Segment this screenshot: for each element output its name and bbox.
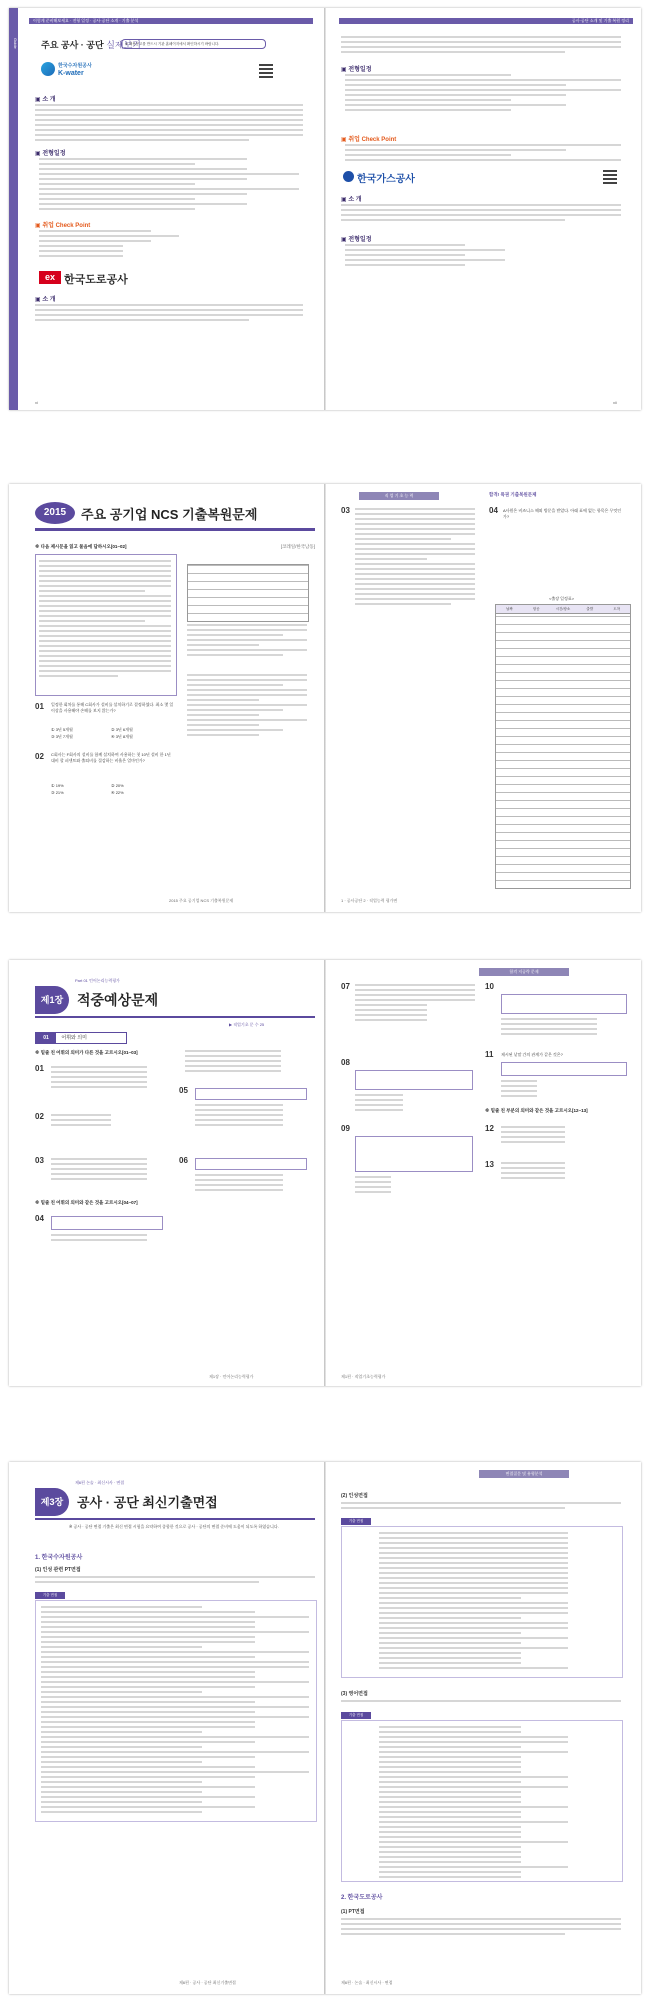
- practice-q09-number: 09: [341, 1124, 350, 1133]
- kwater-recruit-text: [39, 158, 299, 213]
- right-checkpoint-heading: ▣ 취업 Check Point: [341, 137, 397, 143]
- practice-q03-number: 03: [35, 1156, 44, 1165]
- practice-q05-box: [195, 1088, 307, 1100]
- kogas-intro-text: [341, 204, 621, 224]
- passage-label: [35, 544, 315, 550]
- practice-q10-number: 10: [485, 982, 494, 991]
- section-tag-label: 어휘와 의미: [61, 1035, 87, 1041]
- question-01-options: [51, 726, 175, 740]
- kwater-logo-en: K-water: [58, 70, 84, 77]
- q02-option-1[interactable]: ① 19%: [51, 783, 64, 788]
- tag-interview-3: 기출 면접: [341, 1712, 371, 1719]
- practice-q13-options: [501, 1162, 581, 1182]
- practice-q12-options: [501, 1126, 581, 1146]
- instruction-1: ※ 밑줄 친 어휘의 의미가 다른 것을 고르시오[01~03]: [35, 1050, 138, 1055]
- interview-box-1-text: [41, 1606, 309, 1816]
- question-02-options: [51, 782, 175, 796]
- passage-source: [코레일/한국남동]: [280, 544, 315, 549]
- title-rule: [35, 1518, 315, 1520]
- section-4-text: [341, 1918, 621, 1938]
- kogas-recruit-text: [345, 244, 545, 269]
- cost-table: [187, 564, 309, 622]
- kwater-logo: [41, 60, 101, 82]
- chapter-badge-label: 제3장: [40, 1497, 64, 1507]
- passage-text: [39, 560, 171, 680]
- year-badge: 2015: [35, 502, 75, 524]
- practice-q07-text: [355, 984, 475, 1024]
- practice-q04-number: 04: [35, 1214, 44, 1223]
- kogas-recruit-heading: ▣ 전형일정: [341, 237, 372, 243]
- q02-option-2[interactable]: ② 20%: [111, 783, 124, 788]
- page-number-right: xii: [613, 400, 617, 405]
- ribbon-right: 합격! 특권 기출복원문제: [489, 492, 537, 497]
- footer-left: 제6편 · 공사 · 공단 최신기출면접: [179, 1980, 236, 1985]
- section-4-sub: (1) PT면접: [341, 1909, 365, 1915]
- section-3-sub: (3) 영어면접: [341, 1691, 368, 1697]
- q01-option-4[interactable]: ④ 3년 8개월: [111, 734, 133, 739]
- kwater-logo-ko: 한국수자원공사: [58, 63, 92, 69]
- instruction-3: ※ 밑줄 친 부분의 의미와 같은 것을 고르시오[12~13]: [485, 1108, 588, 1113]
- practice-q02-number: 02: [35, 1112, 44, 1121]
- interview-box-3-text: [379, 1726, 615, 1881]
- practice-q07-number: 07: [341, 982, 350, 991]
- spread-ncs-past-questions: [9, 484, 641, 912]
- section-3-text: [341, 1700, 621, 1705]
- flight-table-title: <출장 일정표>: [549, 596, 575, 601]
- practice-q02-options: [51, 1114, 151, 1129]
- footer-right: 1 · 공사공단 2 · 직업능력 평가면: [341, 898, 398, 903]
- question-04-number: 04: [489, 506, 498, 515]
- question-03-text: [355, 508, 475, 608]
- right-recruit-heading: ▣ 전형일정: [341, 67, 372, 73]
- practice-q11-text: 제시된 낱말 간의 관계가 같은 것은?: [501, 1052, 563, 1057]
- footer-right: 제6편 · 논술 · 최신시사 · 면접: [341, 1980, 393, 1985]
- kwater-recruit-heading: ▣ 전형일정: [35, 151, 66, 157]
- q01-option-3[interactable]: ③ 3년 7개월: [51, 734, 73, 739]
- title-rule: [35, 1016, 315, 1018]
- section-tag: [35, 1032, 127, 1044]
- question-02-number: 02: [35, 752, 44, 761]
- kepco-logo-mark: ex: [39, 271, 61, 284]
- practice-q06-box: [195, 1158, 307, 1170]
- kogas-qr-code: [603, 170, 617, 184]
- interview-box-2-text: [379, 1532, 615, 1672]
- note-badge: ※ 채용공고를 반드시 기관 홈페이지에서 확인하시기 바랍니다.: [121, 39, 266, 49]
- practice-q06-options: [195, 1174, 305, 1194]
- page-title: 공사 · 공단 최신기출면접: [77, 1495, 218, 1510]
- question-04-text: A사원은 비즈니스 해외 방문을 받았다. 아래 표에 없는 항목은 무엇인가?: [503, 508, 622, 519]
- q01-option-2[interactable]: ② 3년 6개월: [111, 727, 133, 732]
- kwater-logo-mark: [41, 62, 55, 76]
- footer-left: 제1장 · 언어논리능력평가: [209, 1374, 254, 1379]
- spread-company-intro: [9, 8, 641, 410]
- practice-q10-options: [501, 1018, 621, 1038]
- flight-col-arrive: 도착: [613, 607, 620, 611]
- kepco-intro-text: [35, 304, 303, 324]
- section-2-sub: (2) 인성면접: [341, 1493, 368, 1499]
- section-tag-number: 01: [36, 1033, 56, 1043]
- practice-q03-options: [51, 1158, 171, 1183]
- kepco-logo: [39, 270, 159, 286]
- kogas-logo-text: 한국가스공사: [357, 174, 415, 185]
- practice-q09-options: [355, 1176, 415, 1196]
- right-checkpoint-text: [345, 144, 621, 164]
- ribbon-left: 직 업 기 초 능 력: [359, 492, 439, 500]
- flight-col-airline: 항공: [532, 607, 540, 611]
- spread-interview-questions: [9, 1462, 641, 1994]
- practice-col2-options: [185, 1050, 305, 1075]
- question-01-text: 일정한 회차를 통해 C회사가 설비를 설치하기로 결정하였다. 최소 몇 일 이상을 사용해야 손해를 보지 않는가?: [51, 702, 174, 713]
- spread-practice-questions: [9, 960, 641, 1386]
- flight-table-body: [495, 613, 631, 889]
- practice-q12-number: 12: [485, 1124, 494, 1133]
- page-title: 적중예상문제: [77, 992, 159, 1008]
- right-recruit-text: [345, 74, 621, 114]
- section-4-heading: 2. 한국도로공사: [341, 1895, 383, 1901]
- kepco-intro-heading: ▣ 소 개: [35, 297, 56, 303]
- kogas-logo: [343, 170, 463, 184]
- tag-interview-1: 기출 면접: [35, 1592, 65, 1599]
- chapter-badge-label: 제1장: [40, 995, 64, 1005]
- intro-note: ※ 공사 · 공단 면접 기출은 최신 면접 시험을 요약하여 종합한 것으로 공사 · 공단의 면접 준비에 도움이 되도록 하였습니다.: [69, 1524, 279, 1529]
- q02-option-4[interactable]: ④ 22%: [111, 790, 124, 795]
- question-03-number: 03: [341, 506, 350, 515]
- page-header-left: 이렇게 준비해보세요 · 전형 일정 · 공사·공단 소개 · 기출 분석: [29, 18, 313, 24]
- kepco-logo-text: 한국도로공사: [64, 274, 128, 286]
- kwater-intro-heading: ▣ 소 개: [35, 97, 56, 103]
- sub-badge: ▶ 직업기초 문 수 25: [229, 1022, 265, 1027]
- q02-option-3[interactable]: ③ 21%: [51, 790, 64, 795]
- kogas-intro-heading: ▣ 소 개: [341, 197, 362, 203]
- kwater-checkpoint-text: [39, 230, 179, 260]
- kwater-intro-text: [35, 104, 303, 144]
- footer-right: 제1편 · 직업기초능력평가: [341, 1374, 386, 1379]
- section-1-sub: (1) 인성 관련 PT면접: [35, 1567, 81, 1573]
- practice-q08-number: 08: [341, 1058, 350, 1067]
- practice-q05-options: [195, 1104, 305, 1129]
- footer-left: 2015 주요 공기업 NCS 기출복원문제: [169, 898, 234, 903]
- practice-q04-options: [51, 1234, 171, 1244]
- tag-interview-2: 기출 면접: [341, 1518, 371, 1525]
- practice-q05-number: 05: [179, 1086, 188, 1095]
- chapter-small: Part 01 언어논리능력평가: [75, 978, 120, 983]
- flight-col-time: 시간/장소: [555, 607, 571, 611]
- cost-table-notes: [187, 624, 307, 659]
- practice-q13-number: 13: [485, 1160, 494, 1169]
- section-title-main: 주요 공사 · 공단: [41, 40, 104, 50]
- practice-q11-options: [501, 1080, 561, 1100]
- flight-col-depart: 출발: [586, 607, 594, 611]
- chapter-small: 제6편 논술 · 최신시사 · 면접: [75, 1480, 125, 1485]
- q01-option-1[interactable]: ① 3년 5개월: [51, 727, 73, 732]
- section-2-text: [341, 1502, 621, 1512]
- right-intro-text: [341, 36, 621, 56]
- instruction-2: ※ 밑줄 친 어휘의 의미와 같은 것을 고르시오[04~07]: [35, 1200, 138, 1205]
- kwater-checkpoint-heading: ▣ 취업 Check Point: [35, 223, 91, 229]
- practice-q08-options: [355, 1094, 435, 1114]
- section-1-text: [35, 1576, 315, 1586]
- practice-q09-box: [355, 1136, 473, 1172]
- guide-tab-label: Guide: [13, 38, 18, 49]
- guide-tab: [9, 8, 18, 410]
- kogas-logo-mark: [343, 171, 354, 182]
- question-01-number: 01: [35, 702, 44, 711]
- practice-q10-box: [501, 994, 627, 1014]
- practice-q08-box: [355, 1070, 473, 1090]
- practice-q11-box: [501, 1062, 627, 1076]
- solution-text-left: [187, 674, 307, 739]
- page-number-left: xi: [35, 400, 38, 405]
- kwater-qr-code: [259, 64, 273, 78]
- ribbon-right: 면접질문 및 유형분석: [479, 1470, 569, 1478]
- page-title: 주요 공기업 NCS 기출복원문제: [81, 507, 258, 522]
- question-02-text: C회사는 F회사의 설비를 함께 설치하여 사용하는 첫 10년 설비 한 1년 대비 할 퍼센트와 출퇴비를 절감하는 비율은 얼마인가?: [51, 752, 171, 763]
- practice-q01-options: [51, 1066, 171, 1091]
- practice-q06-number: 06: [179, 1156, 188, 1165]
- practice-q04-box: [51, 1216, 163, 1230]
- practice-q01-number: 01: [35, 1064, 44, 1073]
- passage-instruction: ※ 다음 제시문을 읽고 물음에 답하시오[01~02]: [35, 544, 127, 549]
- flight-col-date: 날짜: [506, 607, 513, 611]
- page-header-right: 공사·공단 소개 및 기출 복원 정리: [339, 18, 633, 24]
- practice-q11-number: 11: [485, 1050, 494, 1059]
- title-rule: [35, 528, 315, 531]
- section-title-accent: 실제보기: [106, 40, 141, 50]
- ribbon-right: 합격 저공략 문제: [479, 968, 569, 976]
- section-1-heading: 1. 한국수자원공사: [35, 1555, 83, 1561]
